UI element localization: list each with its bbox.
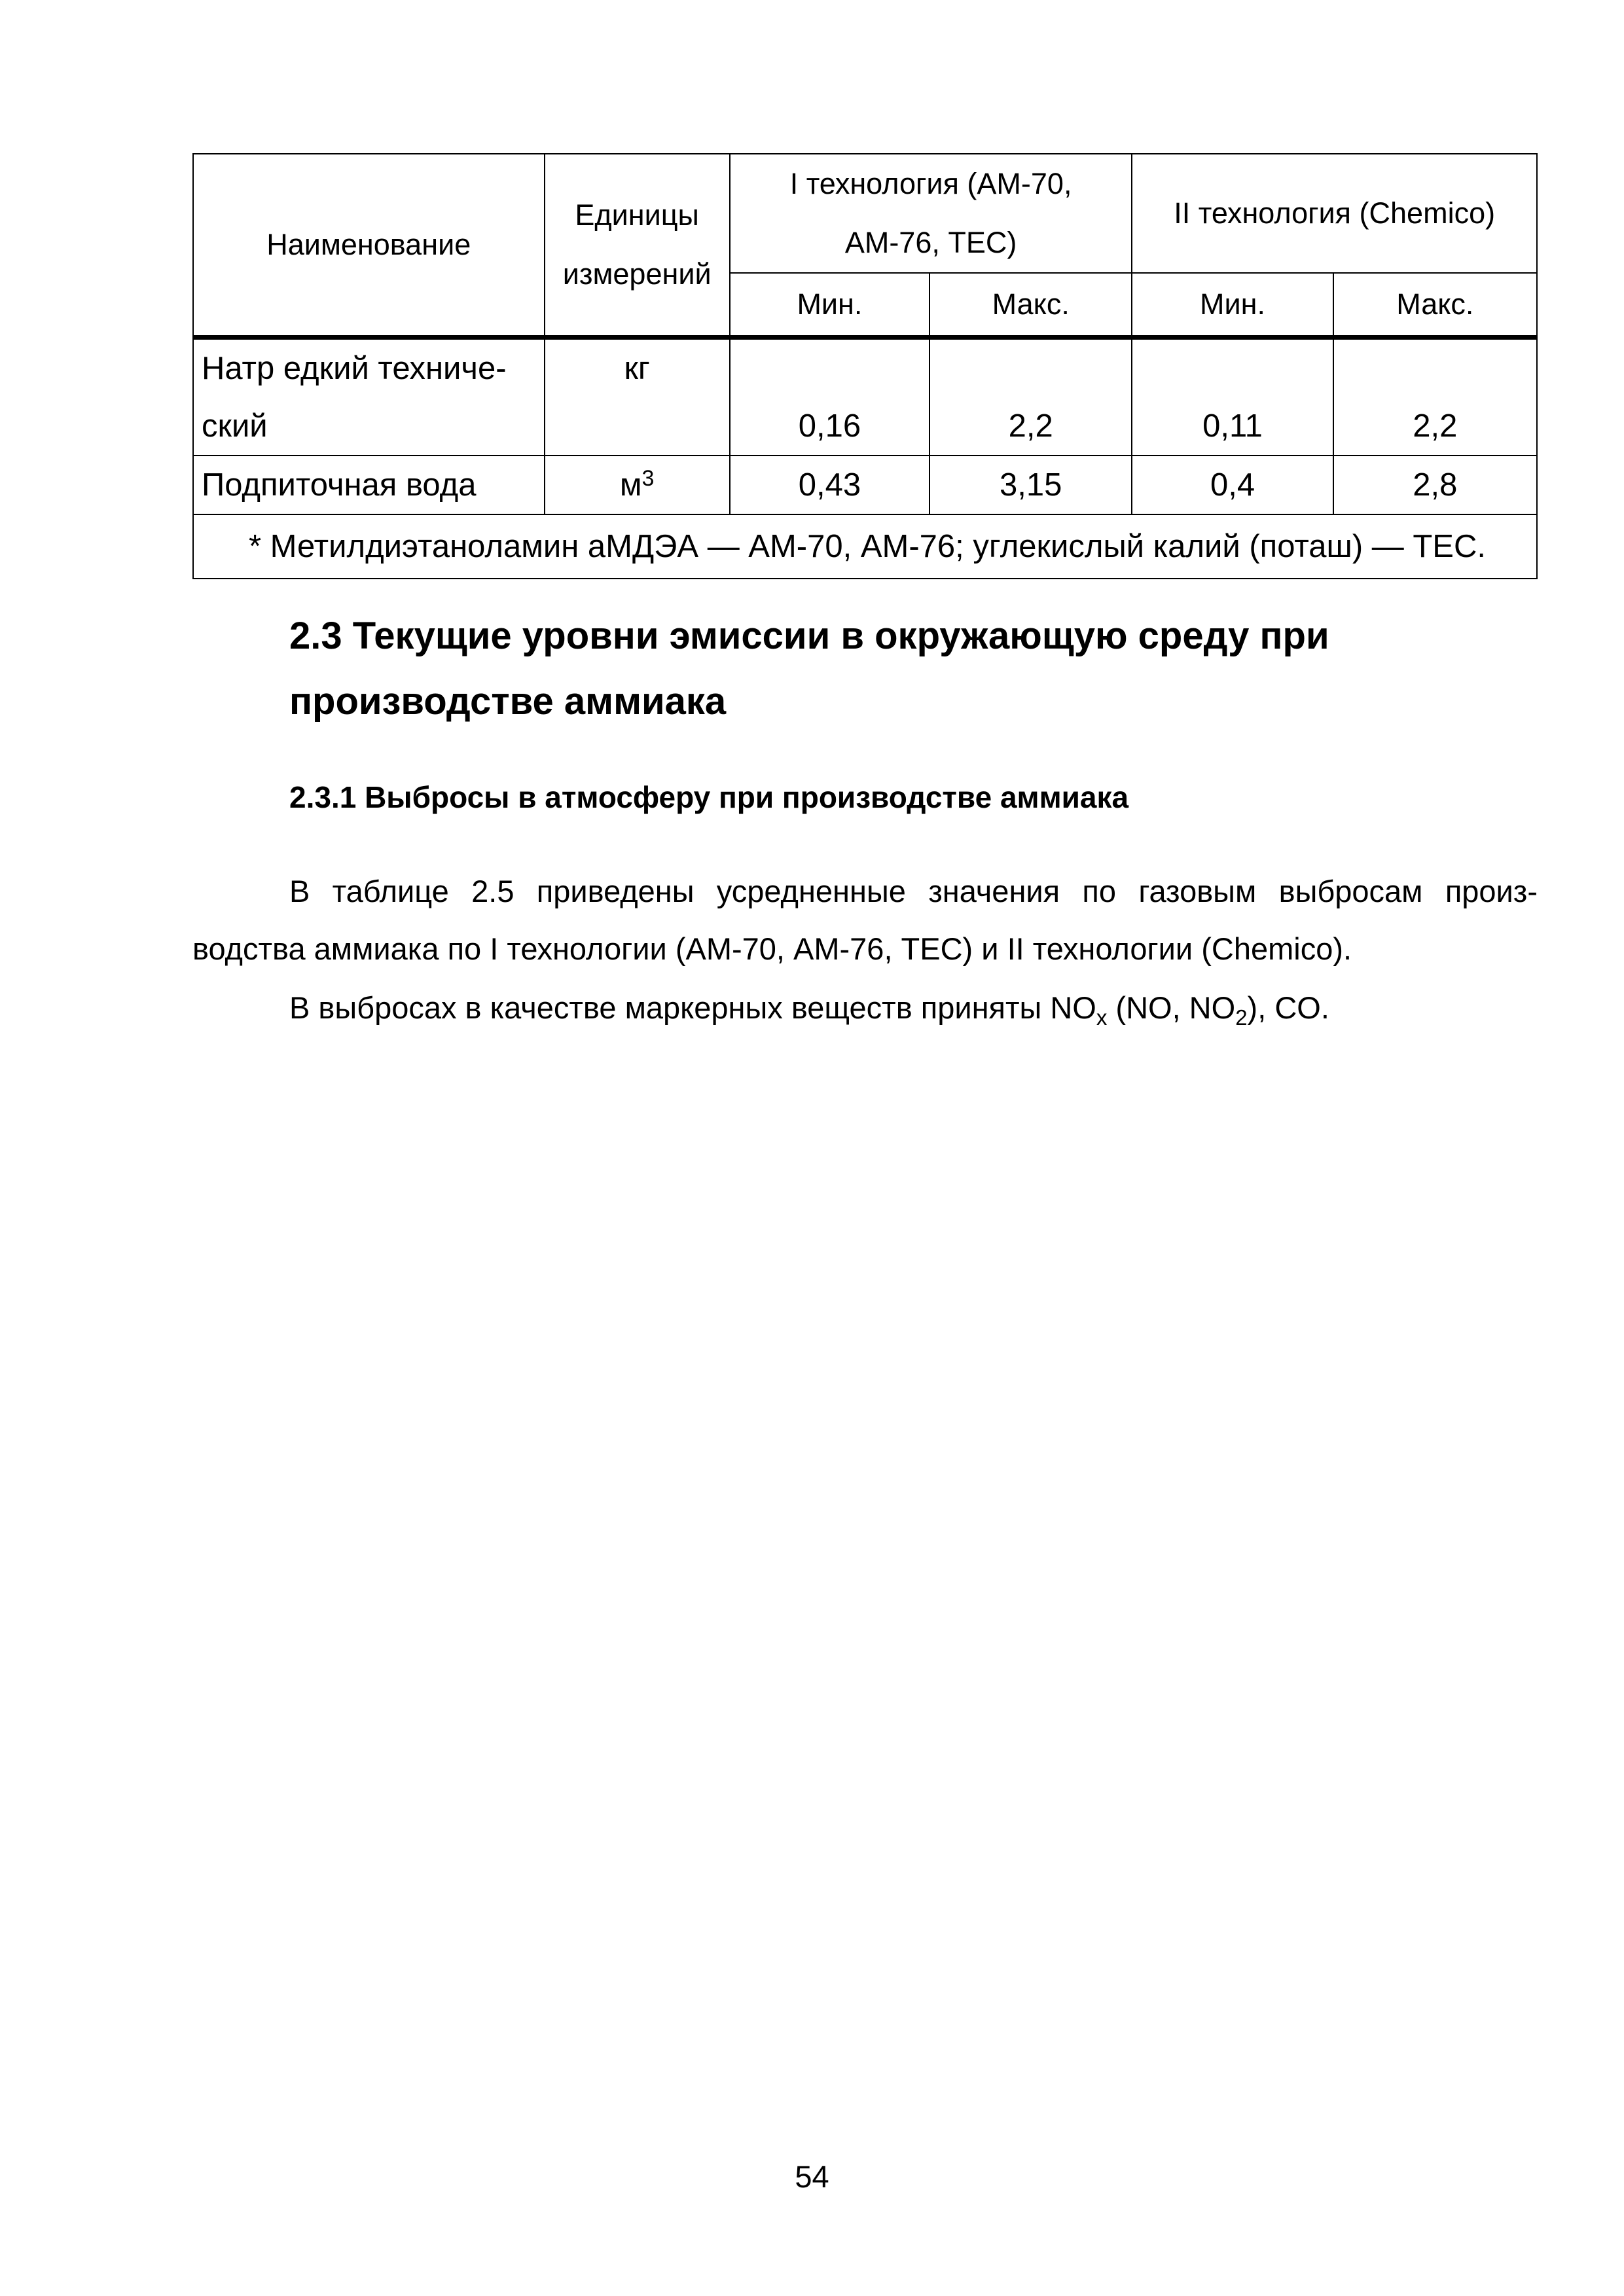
consumption-table-wrapper xyxy=(192,153,1538,579)
table-row xyxy=(193,338,1537,456)
subsection-heading: 2.3.1 Выбросы в атмосферу при производстве аммиака xyxy=(289,780,1129,814)
row-t2-max: 2,8 xyxy=(1333,456,1537,514)
header-max-2: Макс. xyxy=(1333,273,1537,338)
row-t1-min: 0,43 xyxy=(730,456,929,514)
header-tech2: II технология (Chemico) xyxy=(1132,154,1537,273)
table-header-row xyxy=(193,154,1537,273)
row-t1-max: 3,15 xyxy=(929,456,1132,514)
header-unit: Единицы измерений xyxy=(545,154,730,338)
row-t1-max: 2,2 xyxy=(929,338,1132,456)
header-min-2: Мин. xyxy=(1132,273,1333,338)
table-footnote: * Метилдиэтаноламин аМДЭА — АМ-70, АМ-76; углекислый калий (поташ) — ТЕС. xyxy=(193,514,1537,579)
row-unit: кг xyxy=(545,338,730,456)
paragraph: В выбросах в качестве маркерных веществ приняты $NO_x$ (NO, $NO_2$), CO. xyxy=(289,990,1329,1030)
row-t2-max: 2,2 xyxy=(1333,338,1537,456)
row-t1-min: 0,16 xyxy=(730,338,929,456)
header-max-1: Макс. xyxy=(929,273,1132,338)
row-name: Подпиточная вода xyxy=(193,456,545,514)
section-heading: 2.3 Текущие уровни эмиссии в окружающую среду при производстве аммиака xyxy=(289,615,1329,723)
row-t2-min: 0,4 xyxy=(1132,456,1333,514)
consumption-table xyxy=(192,153,1538,579)
row-unit: $м^3$ xyxy=(545,456,730,514)
table-row xyxy=(193,456,1537,514)
table-footnote-row xyxy=(193,514,1537,579)
header-min-1: Мин. xyxy=(730,273,929,338)
page-number: 54 xyxy=(795,2159,829,2194)
row-t2-min: 0,11 xyxy=(1132,338,1333,456)
paragraph: В таблице 2.5 приведены усредненные значения по газовым выбросам произ- водства аммиака по I технологии (АМ-70, АМ-76, ТЕС) и II технологии (Chemico). xyxy=(192,874,1538,966)
row-name: Натр едкий техниче- ский xyxy=(193,338,545,456)
header-tech1: I технология (АМ-70, АМ-76, ТЕС) xyxy=(730,154,1132,273)
header-name: Наименование xyxy=(193,154,545,338)
